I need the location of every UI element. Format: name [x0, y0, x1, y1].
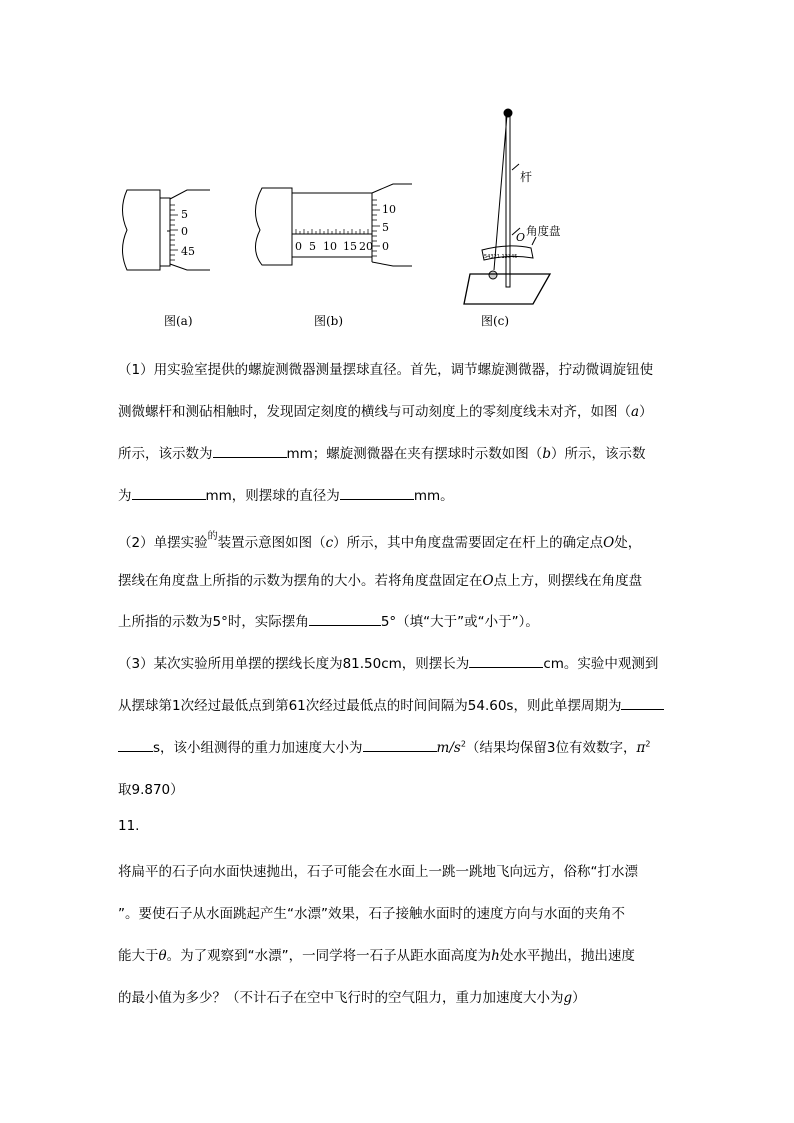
text-line — [118, 610, 539, 630]
svg-text:10: 10 — [382, 203, 396, 216]
svg-text:54321 12345: 54321 12345 — [484, 254, 518, 260]
text: g — [563, 990, 573, 1006]
text: 处水平抛出，抛出速度 — [499, 948, 635, 964]
text-line — [118, 986, 586, 1006]
svg-text:0: 0 — [181, 225, 188, 238]
svg-text:杆: 杆 — [520, 170, 533, 184]
svg-text:图(a): 图(a) — [164, 314, 193, 328]
text: 测微螺杆和测砧相触时，发现固定刻度的横线与可动刻度上的零刻度线未对齐，如图（ — [118, 404, 631, 420]
text: 上所指的示数为5°时，实际摆角 — [118, 614, 309, 630]
text: mm。 — [413, 488, 454, 504]
text: 点上方，则摆线在角度盘 — [493, 573, 643, 589]
text: 的最小值为多少？（不计石子在空中飞行时的空气阻力，重力加速度大小为 — [118, 990, 564, 1006]
text: ）所示，该示数 — [550, 446, 646, 462]
svg-text:45: 45 — [181, 245, 195, 258]
text: m/s — [436, 740, 461, 756]
svg-text:5: 5 — [382, 221, 389, 234]
question-number — [118, 818, 139, 834]
text-line — [118, 736, 650, 756]
text-line — [118, 944, 635, 964]
svg-text:O: O — [516, 231, 526, 244]
text-line — [118, 694, 664, 714]
svg-text:5: 5 — [309, 240, 316, 253]
text: π — [636, 740, 646, 756]
text: θ — [158, 948, 167, 964]
text: 从摆球第1次经过最低点到第61次经过最低点的时间间隔为54.60s，则此单摆周期为 — [118, 698, 622, 714]
text: 取9.870） — [118, 782, 184, 798]
text-line — [118, 358, 653, 378]
text: 。为了观察到“水漂”，一同学将一石子从距水面高度为 — [166, 948, 492, 964]
text: b — [542, 446, 551, 462]
answer-blank[interactable] — [309, 611, 381, 626]
text: s，该小组测得的重力加速度大小为 — [153, 740, 363, 756]
text-line — [118, 400, 653, 420]
answer-blank[interactable] — [469, 653, 543, 668]
text: 为 — [118, 488, 132, 504]
text: 2 — [460, 739, 466, 749]
figures — [110, 100, 560, 340]
text: ）所示，其中角度盘需要固定在杆上的确定点 — [333, 535, 604, 551]
svg-text:10: 10 — [323, 240, 337, 253]
text: 5°（填“大于”或“小于”）。 — [380, 614, 539, 630]
answer-blank-continued[interactable] — [118, 737, 153, 752]
figure-a-micrometer — [123, 190, 211, 328]
text: a — [631, 404, 640, 420]
svg-text:15: 15 — [343, 240, 357, 253]
text: 能大于 — [118, 948, 159, 964]
text: c — [325, 535, 334, 551]
text: mm；螺旋测微器在夹有摆球时示数如图（ — [286, 446, 543, 462]
text-line — [118, 527, 641, 551]
answer-blank[interactable] — [132, 485, 206, 500]
answer-blank[interactable] — [340, 485, 414, 500]
text: mm，则摆球的直径为 — [205, 488, 340, 504]
text: 的 — [207, 531, 218, 542]
text: （1）用实验室提供的螺旋测微器测量摆球直径。首先，调节螺旋测微器，拧动微调旋钮使 — [118, 362, 654, 378]
text: cm。实验中观测到 — [543, 656, 659, 672]
text-line — [118, 652, 658, 672]
figure-b-micrometer — [255, 184, 412, 328]
text: O — [603, 535, 615, 551]
svg-text:图(c): 图(c) — [481, 314, 510, 328]
text-line — [118, 902, 625, 922]
text: O — [482, 573, 494, 589]
text: （结果均保留3位有效数字， — [465, 740, 637, 756]
text: h — [491, 948, 500, 964]
text-line — [118, 484, 454, 504]
text: （2）单摆实验 — [118, 535, 208, 551]
answer-blank[interactable] — [363, 737, 437, 752]
text: 将扁平的石子向水面快速抛出，石子可能会在水面上一跳一跳地飞向远方，俗称“打水漂 — [118, 864, 638, 880]
text: 摆线在角度盘上所指的示数为摆角的大小。若将角度盘固定在 — [118, 573, 483, 589]
answer-blank[interactable] — [213, 443, 287, 458]
text: 处， — [614, 535, 642, 551]
svg-text:5: 5 — [181, 208, 188, 221]
text: （3）某次实验所用单摆的摆线长度为81.50cm，则摆长为 — [118, 656, 470, 672]
text-line — [118, 569, 642, 589]
text: 所示，该示数为 — [118, 446, 213, 462]
svg-text:20: 20 — [359, 240, 373, 253]
svg-text:0: 0 — [295, 240, 302, 253]
svg-text:图(b): 图(b) — [314, 314, 344, 328]
text-line — [118, 442, 645, 462]
svg-text:角度盘: 角度盘 — [526, 224, 560, 238]
text: 2 — [645, 739, 651, 749]
text-line — [118, 778, 184, 798]
text-line — [118, 860, 638, 880]
text: ） — [639, 404, 653, 420]
figure-c-pendulum — [464, 109, 560, 328]
text: ） — [572, 990, 586, 1006]
svg-text:0: 0 — [382, 240, 389, 253]
text: 装置示意图如图（ — [217, 535, 326, 551]
text: ”。要使石子从水面跳起产生“水漂”效果，石子接触水面时的速度方向与水面的夹角不 — [118, 906, 625, 922]
text: 11. — [118, 818, 140, 834]
answer-blank[interactable] — [621, 695, 664, 710]
